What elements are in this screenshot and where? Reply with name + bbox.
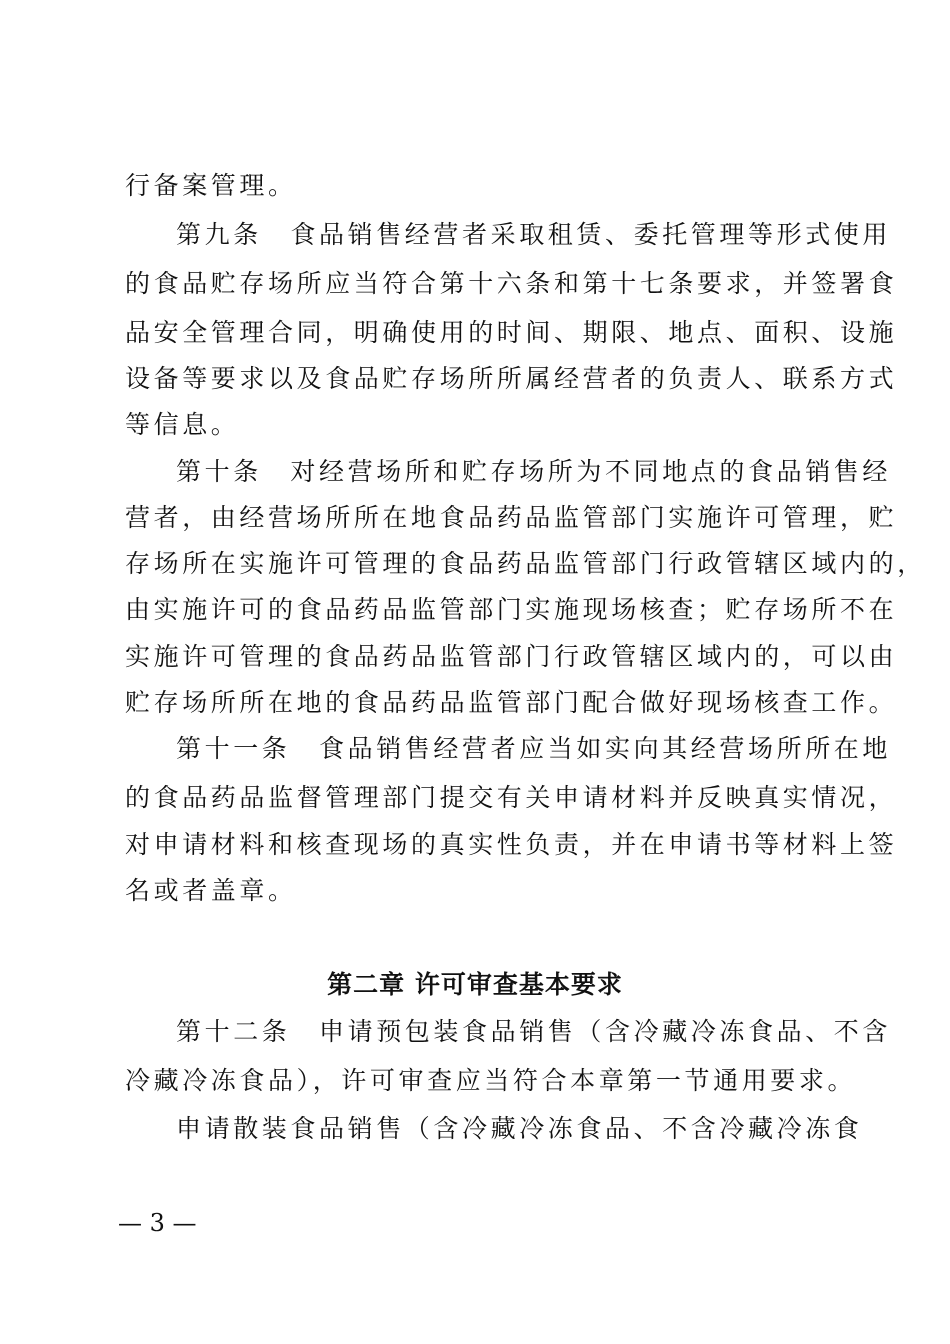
chapter-heading: 第二章 许可审查基本要求 [327, 970, 623, 999]
text-line: 等信息。 [125, 410, 240, 439]
text-line: 存场所在实施许可管理的食品药品监管部门行政管辖区域内的， [125, 549, 926, 578]
text-line: 由实施许可的食品药品监管部门实施现场核查；贮存场所不在 [125, 595, 898, 624]
article-12-start: 第十二条 申请预包装食品销售（含冷藏冷冻食品、不含 [176, 1017, 892, 1046]
text-line: 对申请材料和核查现场的真实性负责，并在申请书等材料上签 [125, 830, 898, 859]
text-line: 营者，由经营场所所在地食品药品监管部门实施许可管理，贮 [125, 503, 898, 532]
article-9-start: 第九条 食品销售经营者采取租赁、委托管理等形式使用 [176, 220, 892, 249]
page-number: — 3 — [118, 1209, 197, 1237]
article-10-start: 第十条 对经营场所和贮存场所为不同地点的食品销售经 [176, 457, 892, 486]
text-line: 贮存场所所在地的食品药品监管部门配合做好现场核查工作。 [125, 688, 898, 717]
article-11-start: 第十一条 食品销售经营者应当如实向其经营场所所在地 [176, 734, 892, 763]
text-line: 冷藏冷冻食品），许可审查应当符合本章第一节通用要求。 [125, 1066, 857, 1095]
text-line: 品安全管理合同，明确使用的时间、期限、地点、面积、设施 [125, 318, 898, 347]
text-line: 的食品贮存场所应当符合第十六条和第十七条要求，并签署食 [125, 269, 898, 298]
text-line: 名或者盖章。 [125, 876, 297, 905]
text-line: 行备案管理。 [125, 171, 297, 200]
text-line: 申请散装食品销售（含冷藏冷冻食品、不含冷藏冷冻食 [176, 1114, 863, 1143]
text-line: 的食品药品监督管理部门提交有关申请材料并反映真实情况， [125, 783, 898, 812]
text-line: 实施许可管理的食品药品监管部门行政管辖区域内的，可以由 [125, 642, 898, 671]
text-line: 设备等要求以及食品贮存场所所属经营者的负责人、联系方式 [125, 364, 898, 393]
